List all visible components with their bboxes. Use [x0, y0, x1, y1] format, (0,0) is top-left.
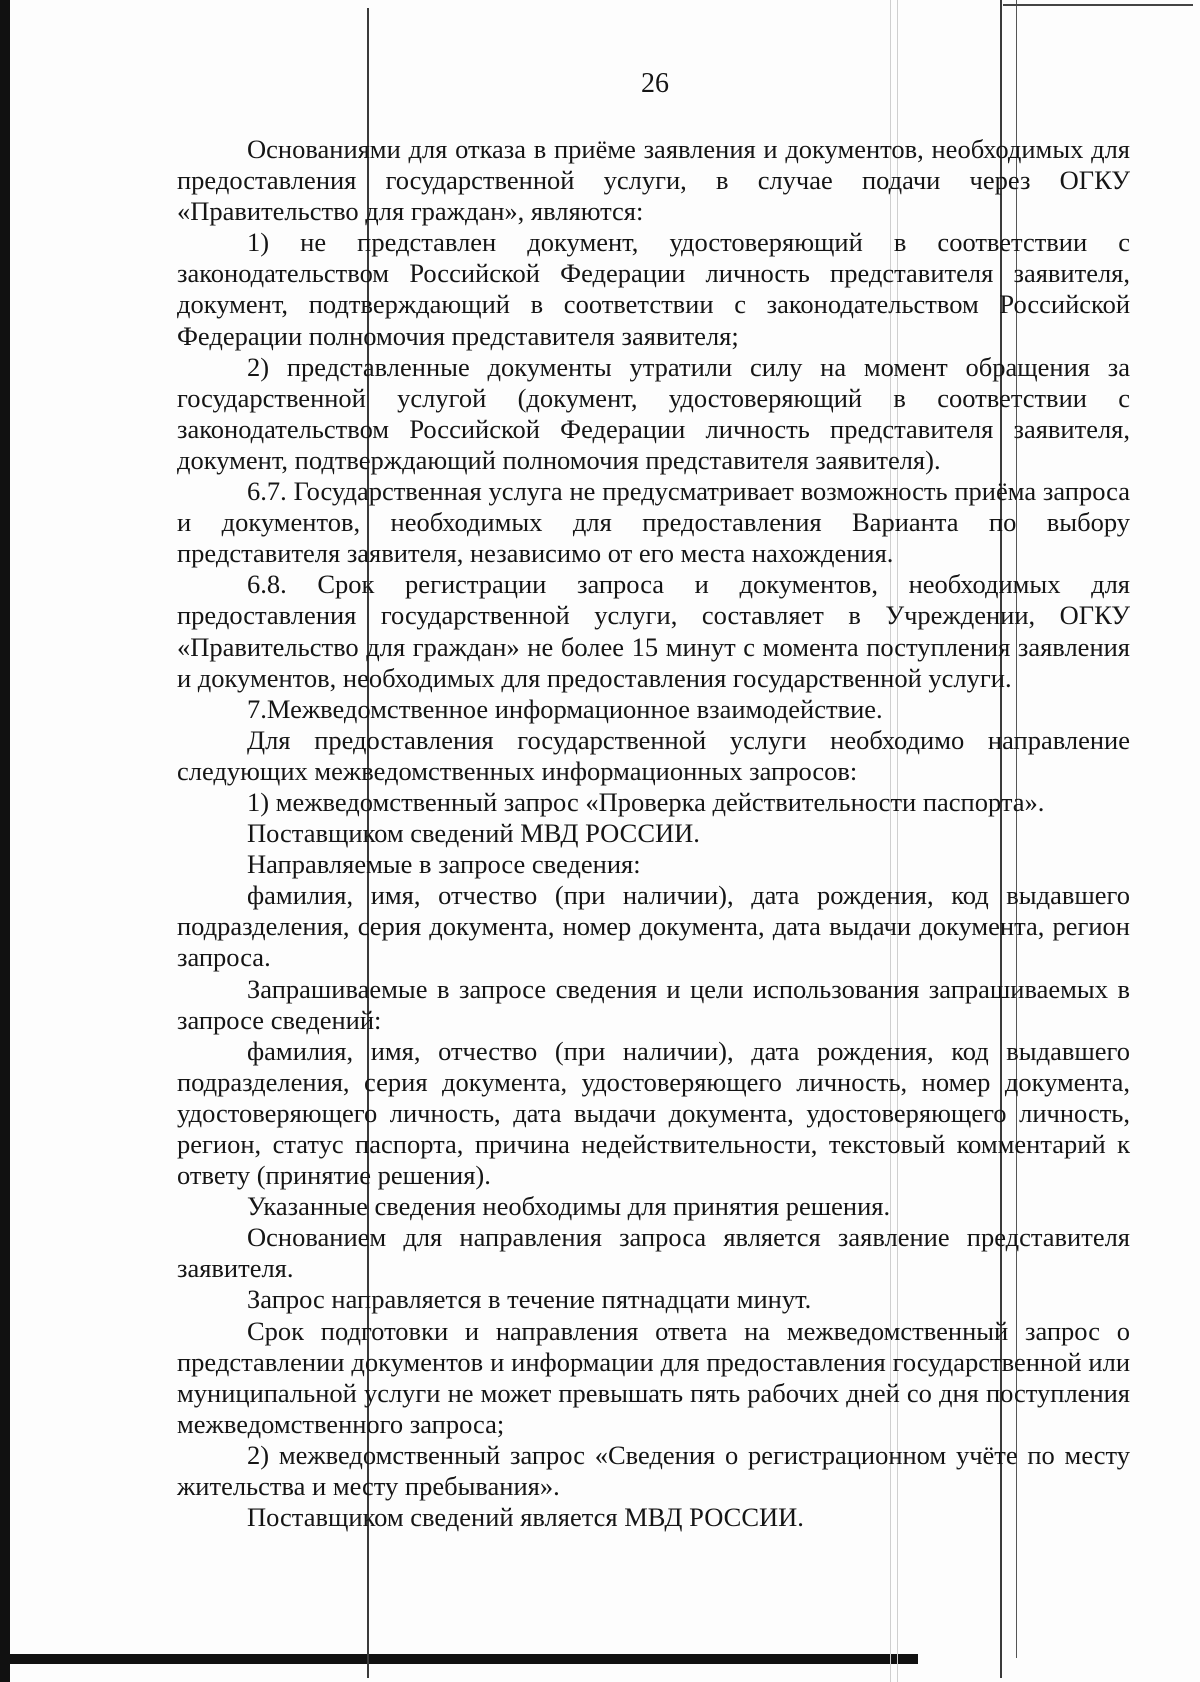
scan-left-border	[0, 0, 10, 1682]
paragraph: 2) представленные документы утратили силу на момент обращения за государственной услугой (документ, удостоверяющий в соответствии с законодательством Российской Федерации личность представителя заявителя, документ, подтверждающий полномочия представителя заявителя).	[177, 351, 1130, 475]
paragraph: 6.7. Государственная услуга не предусматривает возможность приёма запроса и документов, необходимых для предоставления Варианта по выбору представителя заявителя, независимо от его места нахождения.	[177, 476, 1130, 569]
scan-top-line	[1003, 4, 1193, 6]
paragraph: Поставщиком сведений является МВД РОССИИ.	[247, 1502, 804, 1533]
paragraph: Основанием для направления запроса является заявление представителя заявителя.	[177, 1222, 1130, 1284]
page-number: 26	[641, 68, 669, 99]
paragraph: 6.8. Срок регистрации запроса и документов, необходимых для предоставления государственной услуги, составляет в Учреждении, ОГКУ «Правительство для граждан» не более 15 минут с момента поступления заявления и документов, необходимых для предоставления государственной услуги.	[177, 569, 1130, 693]
paragraph: Указанные сведения необходимы для принятия решения.	[247, 1191, 891, 1222]
paragraph: 2) межведомственный запрос «Сведения о регистрационном учёте по месту жительства и месту пребывания».	[177, 1439, 1130, 1502]
paragraph: Запрашиваемые в запросе сведения и цели использования запрашиваемых в запросе сведений:	[177, 973, 1130, 1035]
paragraph: Запрос направляется в течение пятнадцати минут.	[247, 1284, 812, 1315]
paragraph: Для предоставления государственной услуги необходимо направление следующих межведомственных информационных запросов:	[177, 724, 1130, 786]
scan-bottom-border	[0, 1654, 918, 1664]
paragraph: Срок подготовки и направления ответа на межведомственный запрос о представлении документов и информации для предоставления государственной или муниципальной услуги не может превышать пять рабочих дней со дня поступления межведомственного запроса;	[177, 1315, 1130, 1439]
paragraph: фамилия, имя, отчество (при наличии), дата рождения, код выдавшего подразделения, серия документа, удостоверяющего личность, номер документа, удостоверяющего личность, дата выдачи документа, удостоверяющего личность, регион, статус паспорта, причина недействительности, текстовый комментарий к ответу (принятие решения).	[177, 1035, 1130, 1191]
paragraph: фамилия, имя, отчество (при наличии), дата рождения, код выдавшего подразделения, серия документа, номер документа, дата выдачи документа, регион запроса.	[177, 880, 1130, 973]
paragraph: Направляемые в запросе сведения:	[247, 849, 641, 880]
section-heading: 7.Межведомственное информационное взаимодействие.	[247, 693, 883, 724]
document-body	[177, 134, 1130, 1533]
paragraph: 1) не представлен документ, удостоверяющий в соответствии с законодательством Российской Федерации личность представителя заявителя, документ, подтверждающий в соответствии с законодательством Российской Федерации полномочия представителя заявителя;	[177, 227, 1130, 351]
paragraph: 1) межведомственный запрос «Проверка действительности паспорта».	[247, 786, 1045, 817]
paragraph: Основаниями для отказа в приёме заявления и документов, необходимых для предоставления государственной услуги, в случае подачи через ОГКУ «Правительство для граждан», являются:	[177, 134, 1130, 227]
paragraph: Поставщиком сведений МВД РОССИИ.	[247, 818, 700, 849]
